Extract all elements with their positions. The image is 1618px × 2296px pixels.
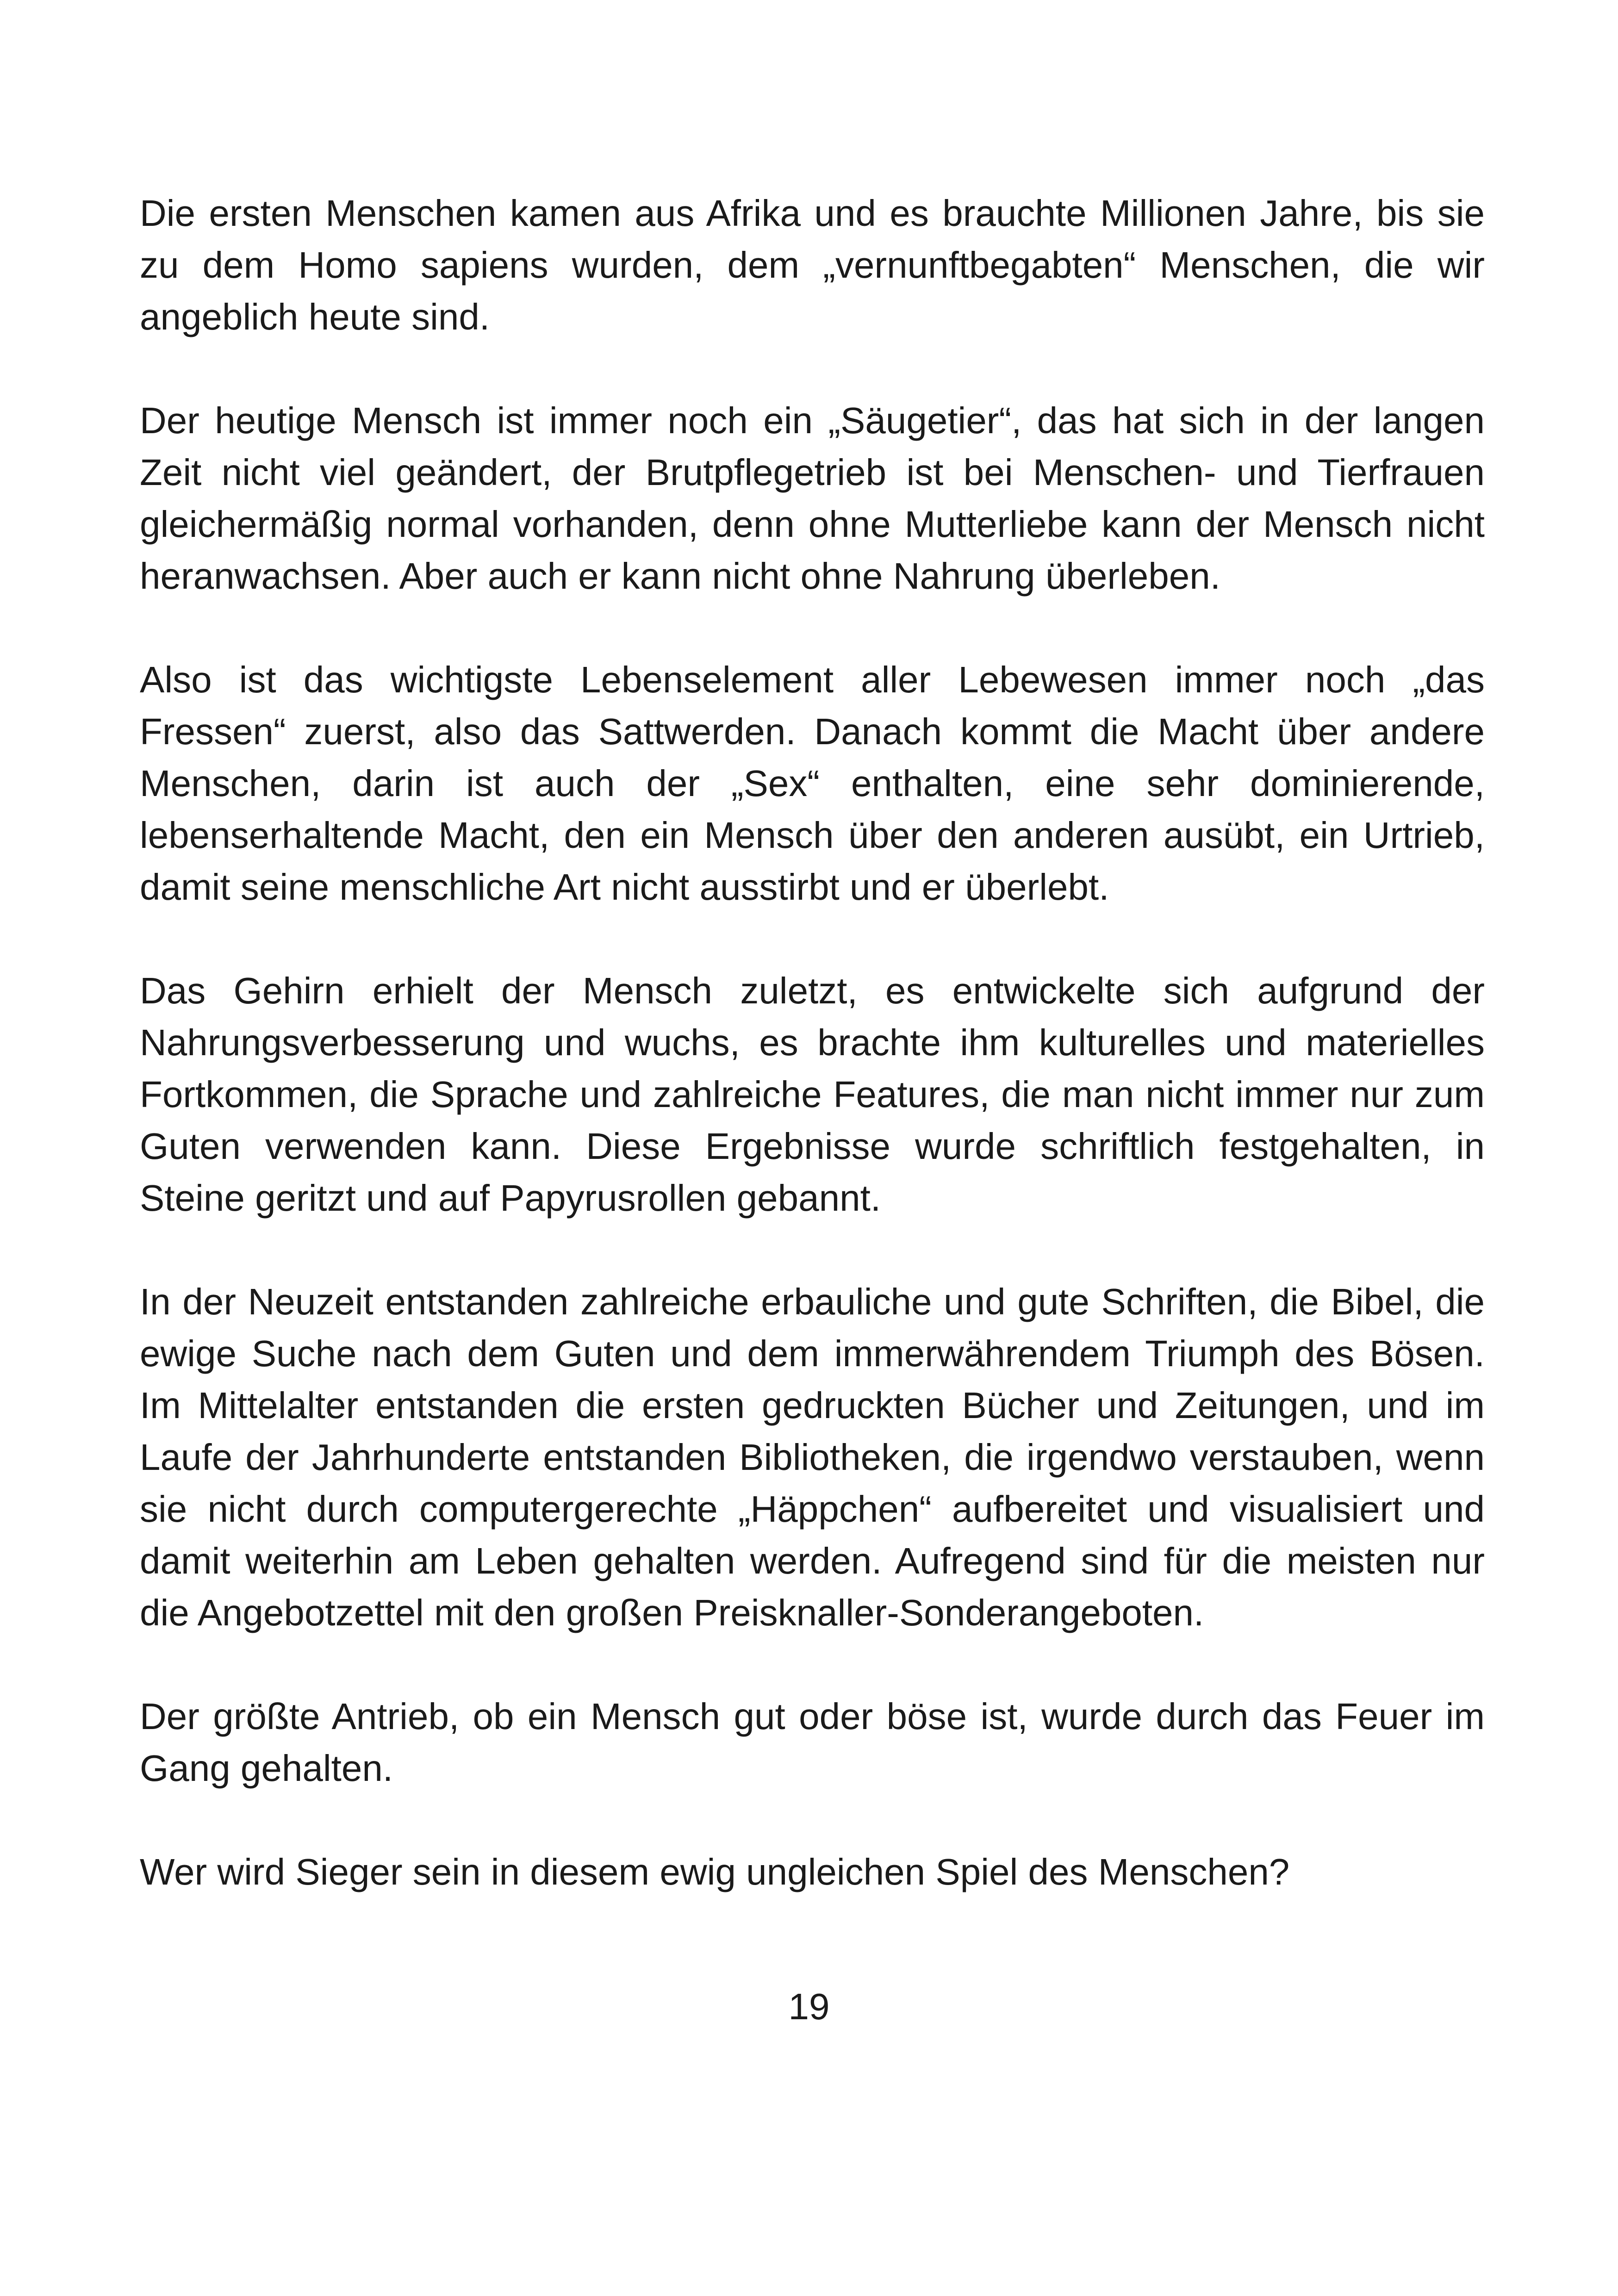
paragraph-7: Wer wird Sieger sein in diesem ewig ungleichen Spiel des Menschen? xyxy=(140,1851,1290,1892)
body-text xyxy=(140,187,1485,1898)
page-number: 19 xyxy=(788,1986,830,2027)
paragraph-2: Der heutige Mensch ist immer noch ein „Säugetier“, das hat sich in der langen Zeit nicht viel geändert, der Brutpflegetrieb ist bei Menschen- und Tierfrauen gleichermäßig normal vorhanden, denn ohne Mutterliebe kann der Mensch nicht heranwachsen. Aber auch er kann nicht ohne Nahrung überleben. xyxy=(140,400,1485,597)
paragraph-3: Also ist das wichtigste Lebenselement aller Lebewesen immer noch „das Fressen“ zuerst, also das Sattwerden. Danach kommt die Macht über andere Menschen, darin ist auch der „Sex“ enthalten, eine sehr dominierende, lebenserhaltende Macht, den ein Mensch über den anderen ausübt, ein Urtrieb, damit seine menschliche Art nicht ausstirbt und er überlebt. xyxy=(140,659,1485,908)
paragraph-4: Das Gehirn erhielt der Mensch zuletzt, es entwickelte sich aufgrund der Nahrungsverbesserung und wuchs, es brachte ihm kulturelles und materielles Fortkommen, die Sprache und zahlreiche Features, die man nicht immer nur zum Guten verwenden kann. Diese Ergebnisse wurde schriftlich festgehalten, in Steine geritzt und auf Papyrusrollen gebannt. xyxy=(140,970,1485,1219)
paragraph-1: Die ersten Menschen kamen aus Afrika und es brauchte Millionen Jahre, bis sie zu dem Homo sapiens wurden, dem „vernunftbegabten“ Menschen, die wir angeblich heute sind. xyxy=(140,193,1485,337)
paragraph-6: Der größte Antrieb, ob ein Mensch gut oder böse ist, wurde durch das Feuer im Gang gehalten. xyxy=(140,1696,1485,1789)
paragraph-5: In der Neuzeit entstanden zahlreiche erbauliche und gute Schriften, die Bibel, die ewige Suche nach dem Guten und dem immerwährendem Triumph des Bösen. Im Mittelalter entstanden die ersten gedruckten Bücher und Zeitungen, und im Laufe der Jahrhunderte entstanden Bibliotheken, die irgendwo verstauben, wenn sie nicht durch computergerechte „Häppchen“ aufbereitet und visualisiert und damit weiterhin am Leben gehalten werden. Aufregend sind für die meisten nur die Angebotzettel mit den großen Preisknaller-Sonderangeboten. xyxy=(140,1281,1485,1633)
